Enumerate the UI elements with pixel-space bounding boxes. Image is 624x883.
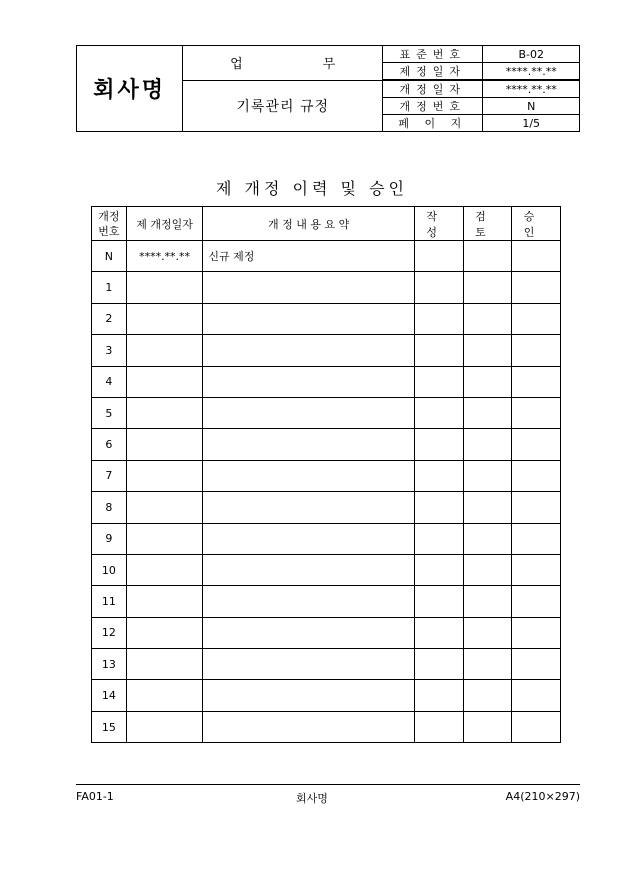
table-row — [92, 617, 561, 648]
table-row — [92, 711, 561, 742]
revision-date-cell — [126, 680, 203, 711]
revision-date-cell — [126, 429, 203, 460]
revision-no-cell: 15 — [92, 711, 127, 742]
summary-cell — [203, 366, 414, 397]
table-header-row — [92, 207, 561, 241]
review-sign-cell — [463, 617, 512, 648]
revision-date-cell — [126, 649, 203, 680]
revision-date-cell — [126, 492, 203, 523]
approve-sign-cell — [512, 711, 561, 742]
approve-sign-cell — [512, 366, 561, 397]
field-label-revision-no: 개정번호 — [383, 98, 483, 115]
field-value-enact-date: ****.**.** — [483, 63, 580, 81]
table-row — [92, 523, 561, 554]
revision-no-cell: 7 — [92, 460, 127, 491]
table-row — [92, 272, 561, 303]
review-sign-cell — [463, 303, 512, 334]
field-label-enact-date: 제정일자 — [383, 63, 483, 81]
revision-date-cell: ****.**.** — [126, 241, 203, 272]
field-value-revision-no: N — [483, 98, 580, 115]
field-value-standard-no: B-02 — [483, 46, 580, 63]
review-sign-cell — [463, 241, 512, 272]
col-header-revision-no: 개정 번호 — [92, 207, 127, 241]
revision-date-cell — [126, 272, 203, 303]
revision-date-cell — [126, 586, 203, 617]
author-sign-cell — [414, 617, 463, 648]
author-sign-cell — [414, 335, 463, 366]
review-sign-cell — [463, 460, 512, 491]
approve-sign-cell — [512, 617, 561, 648]
revision-no-cell: 13 — [92, 649, 127, 680]
footer-divider — [76, 784, 580, 785]
table-row — [92, 586, 561, 617]
summary-cell: 신규 제정 — [203, 241, 414, 272]
author-sign-cell — [414, 303, 463, 334]
revision-no-cell: 5 — [92, 397, 127, 428]
approve-sign-cell — [512, 335, 561, 366]
revision-history-table — [91, 206, 561, 743]
summary-cell — [203, 460, 414, 491]
author-sign-cell — [414, 586, 463, 617]
summary-cell — [203, 586, 414, 617]
revision-no-cell: 2 — [92, 303, 127, 334]
revision-no-cell: 11 — [92, 586, 127, 617]
table-row — [92, 303, 561, 334]
summary-cell — [203, 335, 414, 366]
approve-sign-cell — [512, 241, 561, 272]
author-sign-cell — [414, 523, 463, 554]
business-label-right: 무 — [322, 57, 336, 73]
review-sign-cell — [463, 586, 512, 617]
table-row — [92, 649, 561, 680]
revision-no-cell: 14 — [92, 680, 127, 711]
approve-sign-cell — [512, 429, 561, 460]
approve-sign-cell — [512, 397, 561, 428]
approve-sign-cell — [512, 649, 561, 680]
revision-date-cell — [126, 335, 203, 366]
table-row — [92, 460, 561, 491]
company-name: 회사명 — [77, 46, 183, 132]
review-sign-cell — [463, 366, 512, 397]
table-body — [92, 241, 561, 743]
author-sign-cell — [414, 241, 463, 272]
revision-date-cell — [126, 303, 203, 334]
author-sign-cell — [414, 554, 463, 585]
summary-cell — [203, 554, 414, 585]
approve-sign-cell — [512, 272, 561, 303]
revision-no-cell: 1 — [92, 272, 127, 303]
col-header-approve: 승 인 — [512, 207, 561, 241]
approve-sign-cell — [512, 460, 561, 491]
revision-date-cell — [126, 523, 203, 554]
author-sign-cell — [414, 649, 463, 680]
author-sign-cell — [414, 366, 463, 397]
review-sign-cell — [463, 492, 512, 523]
author-sign-cell — [414, 492, 463, 523]
approve-sign-cell — [512, 492, 561, 523]
approve-sign-cell — [512, 586, 561, 617]
review-sign-cell — [463, 523, 512, 554]
revision-no-cell: 3 — [92, 335, 127, 366]
review-sign-cell — [463, 711, 512, 742]
approve-sign-cell — [512, 303, 561, 334]
revision-no-cell: 12 — [92, 617, 127, 648]
col-header-date: 제 개정일자 — [126, 207, 203, 241]
col-header-summary: 개 정 내 용 요 약 — [203, 207, 414, 241]
review-sign-cell — [463, 272, 512, 303]
author-sign-cell — [414, 460, 463, 491]
review-sign-cell — [463, 335, 512, 366]
revision-date-cell — [126, 711, 203, 742]
revision-no-cell: 9 — [92, 523, 127, 554]
revision-date-cell — [126, 366, 203, 397]
field-label-standard-no: 표준번호 — [383, 46, 483, 63]
table-row — [92, 554, 561, 585]
summary-cell — [203, 649, 414, 680]
summary-cell — [203, 711, 414, 742]
summary-cell — [203, 303, 414, 334]
summary-cell — [203, 429, 414, 460]
business-label — [183, 46, 383, 81]
document-title: 기록관리 규정 — [183, 80, 383, 132]
revision-date-cell — [126, 554, 203, 585]
field-value-page: 1/5 — [483, 115, 580, 132]
footer-company: 회사명 — [296, 792, 328, 805]
revision-date-cell — [126, 460, 203, 491]
author-sign-cell — [414, 711, 463, 742]
business-label-left: 업 — [230, 57, 243, 73]
author-sign-cell — [414, 680, 463, 711]
col-header-review: 검 토 — [463, 207, 512, 241]
summary-cell — [203, 617, 414, 648]
field-value-revision-date: ****.**.** — [483, 80, 580, 98]
field-label-revision-date: 개정일자 — [383, 80, 483, 98]
summary-cell — [203, 523, 414, 554]
document-header-table — [76, 45, 580, 132]
review-sign-cell — [463, 429, 512, 460]
summary-cell — [203, 680, 414, 711]
author-sign-cell — [414, 429, 463, 460]
review-sign-cell — [463, 554, 512, 585]
table-row — [92, 366, 561, 397]
revision-no-cell: 6 — [92, 429, 127, 460]
approve-sign-cell — [512, 554, 561, 585]
table-row — [92, 680, 561, 711]
author-sign-cell — [414, 272, 463, 303]
summary-cell — [203, 492, 414, 523]
revision-date-cell — [126, 397, 203, 428]
revision-no-cell: 4 — [92, 366, 127, 397]
col-header-author: 작 성 — [414, 207, 463, 241]
footer-paper-size: A4(210×297) — [505, 790, 580, 803]
summary-cell — [203, 272, 414, 303]
review-sign-cell — [463, 680, 512, 711]
revision-no-cell: 10 — [92, 554, 127, 585]
table-row — [92, 397, 561, 428]
table-row — [92, 335, 561, 366]
revision-no-cell: 8 — [92, 492, 127, 523]
table-row — [92, 429, 561, 460]
page-title: 제 개정 이력 및 승인 — [216, 179, 408, 198]
author-sign-cell — [414, 397, 463, 428]
review-sign-cell — [463, 649, 512, 680]
footer-form-code: FA01-1 — [76, 790, 114, 803]
approve-sign-cell — [512, 680, 561, 711]
summary-cell — [203, 397, 414, 428]
table-row — [92, 492, 561, 523]
review-sign-cell — [463, 397, 512, 428]
field-label-page: 페 이 지 — [383, 115, 483, 132]
table-row — [92, 241, 561, 272]
approve-sign-cell — [512, 523, 561, 554]
revision-date-cell — [126, 617, 203, 648]
revision-no-cell: N — [92, 241, 127, 272]
